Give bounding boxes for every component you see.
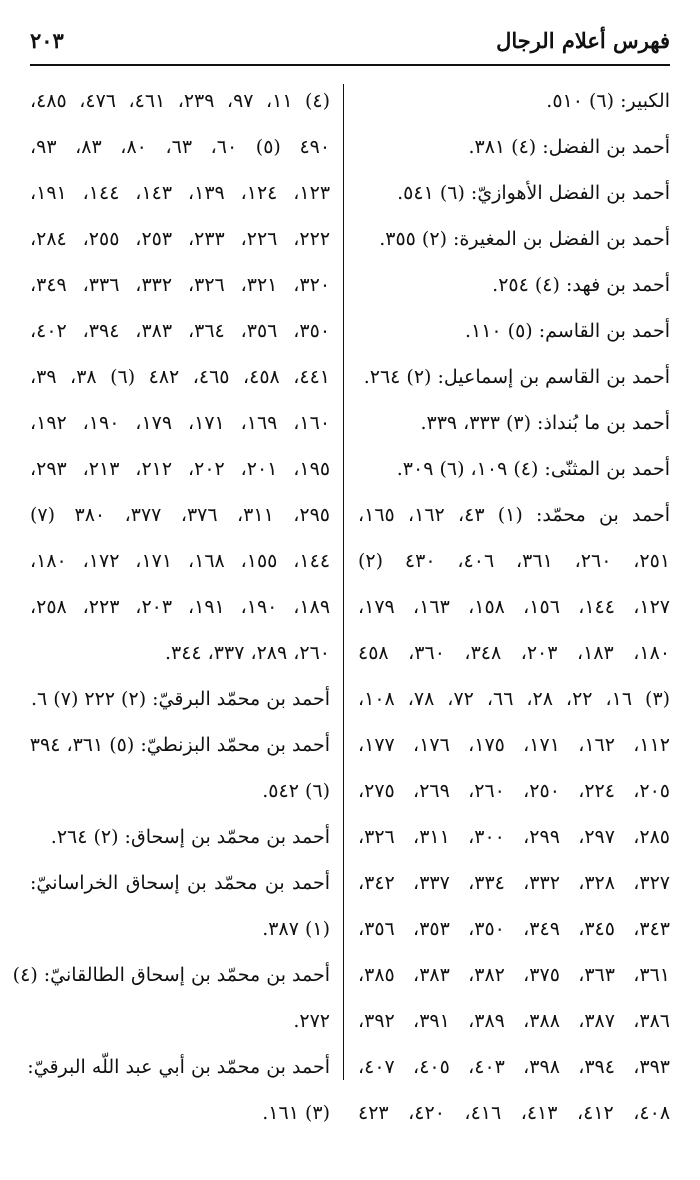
index-column-right — [358, 78, 670, 1136]
index-line: أحمد بن ما بُنداذ: (٣) ٣٣٣، ٣٣٩. — [420, 412, 670, 434]
index-line: ١٦٠، ١٦٩، ١٧١، ١٧٩، ١٩٠، ١٩٢، — [30, 412, 331, 434]
index-line: أحمد بن محمّد بن أبي عبد اللّه البرقيّ: — [27, 1056, 330, 1078]
index-line: ٣٢٧، ٣٢٨، ٣٣٢، ٣٣٤، ٣٣٧، ٣٤٢، — [358, 872, 670, 894]
index-line: ٣٩٣، ٣٩٤، ٣٩٨، ٤٠٣، ٤٠٥، ٤٠٧، — [358, 1056, 670, 1078]
index-line: (٣) ١٦، ٢٢، ٢٨، ٦٦، ٧٢، ٧٨، ١٠٨، — [358, 688, 671, 710]
index-line: ١٨٩، ١٩٠، ١٩١، ٢٠٣، ٢٢٣، ٢٥٨، — [30, 596, 331, 618]
index-line: أحمد بن المثنّى: (٤) ١٠٩، (٦) ٣٠٩. — [396, 458, 670, 480]
index-line: ١٢٣، ١٢٤، ١٣٩، ١٤٣، ١٤٤، ١٩١، — [30, 182, 331, 204]
index-line: ٤٤١، ٤٥٨، ٤٦٥، ٤٨٢ (٦) ٣٨، ٣٩، — [30, 366, 331, 388]
index-line: أحمد بن القاسم بن إسماعيل: (٢) ٢٦٤. — [363, 366, 670, 388]
index-line: (٤) ١١، ٩٧، ٢٣٩، ٤٦١، ٤٧٦، ٤٨٥، — [30, 90, 331, 112]
page-header — [30, 24, 670, 60]
index-line: ١٨٠، ١٨٣، ٢٠٣، ٣٤٨، ٣٦٠، ٤٥٨ — [358, 642, 671, 664]
index-line: ٢٨٥، ٢٩٧، ٢٩٩، ٣٠٠، ٣١١، ٣٢٦، — [358, 826, 670, 848]
index-line: ٤٠٨، ٤١٢، ٤١٣، ٤١٦، ٤٢٠، ٤٢٣ — [358, 1102, 671, 1124]
index-line: ١١٢، ١٦٢، ١٧١، ١٧٥، ١٧٦، ١٧٧، — [358, 734, 670, 756]
index-line: أحمد بن الفضل بن المغيرة: (٢) ٣٥٥. — [379, 228, 670, 250]
page-number: ٢٠٣ — [30, 28, 64, 53]
index-line: ٣٥٠، ٣٥٦، ٣٦٤، ٣٨٣، ٣٩٤، ٤٠٢، — [30, 320, 331, 342]
index-line: ٢٦٠، ٢٨٩، ٣٣٧، ٣٤٤. — [164, 642, 330, 664]
index-line: أحمد بن محمّد البزنطيّ: (٥) ٣٦١، ٣٩٤ — [29, 734, 330, 756]
index-column-left — [12, 78, 331, 1136]
index-line: أحمد بن محمّد: (١) ٤٣، ١٦٢، ١٦٥، — [358, 504, 671, 526]
index-line: أحمد بن فهد: (٤) ٢٥٤. — [492, 274, 670, 296]
header-rule — [30, 64, 670, 66]
index-line: أحمد بن محمّد البرقيّ: (٢) ٢٢٢ (٧) ٦. — [31, 688, 330, 710]
index-line: ٢٧٢. — [293, 1010, 330, 1032]
index-line: الكبير: (٦) ٥١٠. — [546, 90, 670, 112]
index-line: ١٩٥، ٢٠١، ٢٠٢، ٢١٢، ٢١٣، ٢٩٣، — [30, 458, 331, 480]
index-line: (٣) ١٦١. — [262, 1102, 330, 1124]
index-line: ٢٠٥، ٢٢٤، ٢٥٠، ٢٦٠، ٢٦٩، ٢٧٥، — [358, 780, 670, 802]
index-line: أحمد بن الفضل: (٤) ٣٨١. — [468, 136, 670, 158]
index-line: ٤٩٠ (٥) ٦٠، ٦٣، ٨٠، ٨٣، ٩٣، — [30, 136, 331, 158]
index-line: ٢٢٢، ٢٢٦، ٢٣٣، ٢٥٣، ٢٥٥، ٢٨٤، — [30, 228, 331, 250]
index-line: ٢٥١، ٢٦٠، ٣٦١، ٤٠٦، ٤٣٠ (٢) — [358, 550, 671, 572]
index-line: ٢٩٥، ٣١١، ٣٧٦، ٣٧٧، ٣٨٠ (٧) — [30, 504, 331, 526]
index-line: أحمد بن محمّد بن إسحاق: (٢) ٢٦٤. — [50, 826, 330, 848]
index-line: أحمد بن القاسم: (٥) ١١٠. — [464, 320, 670, 342]
index-line: ٣٦١، ٣٦٣، ٣٧٥، ٣٨٢، ٣٨٣، ٣٨٥، — [358, 964, 670, 986]
index-line: ٣٤٣، ٣٤٥، ٣٤٩، ٣٥٠، ٣٥٣، ٣٥٦، — [358, 918, 670, 940]
index-line: ٣٢٠، ٣٢١، ٣٢٦، ٣٣٢، ٣٣٦، ٣٤٩، — [30, 274, 331, 296]
index-line: أحمد بن الفضل الأهوازيّ: (٦) ٥٤١. — [397, 182, 670, 204]
running-title: فهرس أعلام الرجال — [496, 28, 670, 53]
index-line: ١٢٧، ١٤٤، ١٥٦، ١٥٨، ١٦٣، ١٧٩، — [358, 596, 670, 618]
index-line: (٦) ٥٤٢. — [262, 780, 330, 802]
index-line: أحمد بن محمّد بن إسحاق الخراسانيّ: — [30, 872, 330, 894]
index-line: ٣٨٦، ٣٨٧، ٣٨٨، ٣٨٩، ٣٩١، ٣٩٢، — [358, 1010, 670, 1032]
index-line: ١٤٤، ١٥٥، ١٦٨، ١٧١، ١٧٢، ١٨٠، — [30, 550, 331, 572]
index-line: (١) ٣٨٧. — [262, 918, 330, 940]
index-line: أحمد بن محمّد بن إسحاق الطالقانيّ: (٤) — [12, 964, 330, 986]
column-divider — [343, 84, 344, 1080]
